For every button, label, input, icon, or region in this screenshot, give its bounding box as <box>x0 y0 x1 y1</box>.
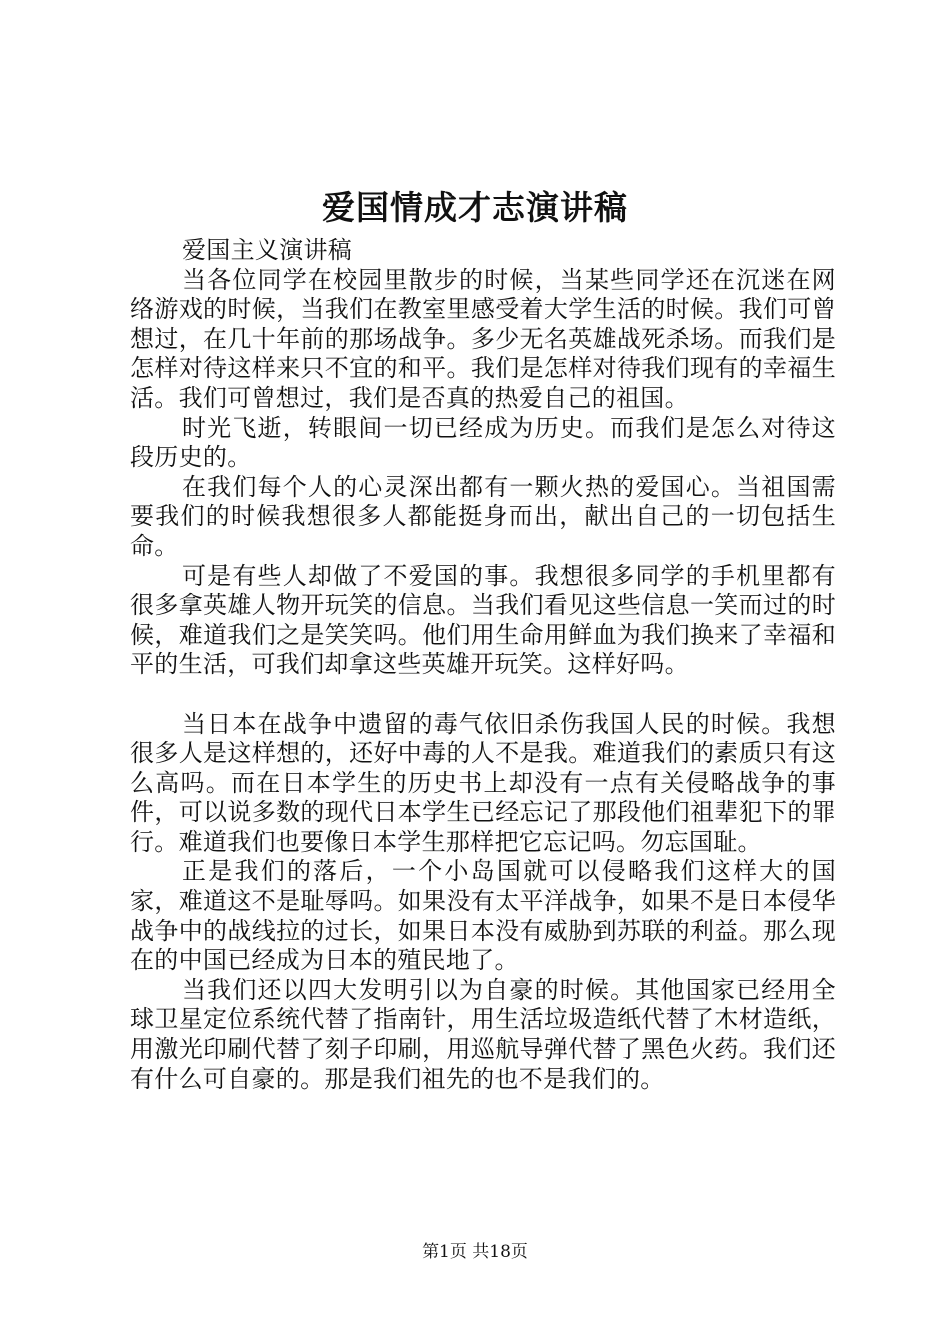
paragraph: 时光飞逝，转眼间一切已经成为历史。而我们是怎么对待这段历史的。 <box>130 413 836 472</box>
paragraph: 当日本在战争中遗留的毒气依旧杀伤我国人民的时候。我想很多人是这样想的，还好中毒的人不是我。难道我们的素质只有这么高吗。而在日本学生的历史书上却没有一点有关侵略战争的事件，可以说多数的现代日本学生已经忘记了那段他们祖辈犯下的罪行。难道我们也要像日本学生那样把它忘记吗。勿忘国耻。 <box>130 709 836 856</box>
paragraph: 当我们还以四大发明引以为自豪的时候。其他国家已经用全球卫星定位系统代替了指南针，用生活垃圾造纸代替了木材造纸，用激光印刷代替了刻子印刷，用巡航导弹代替了黑色火药。我们还有什么可自豪的。那是我们祖先的也不是我们的。 <box>130 975 836 1093</box>
paragraph: 可是有些人却做了不爱国的事。我想很多同学的手机里都有很多拿英雄人物开玩笑的信息。当我们看见这些信息一笑而过的时候，难道我们之是笑笑吗。他们用生命用鲜血为我们换来了幸福和平的生活，可我们却拿这些英雄开玩笑。这样好吗。 <box>130 561 836 679</box>
paragraph-subtitle: 爱国主义演讲稿 <box>182 236 353 264</box>
document-title: 爱国情成才志演讲稿 <box>322 188 628 227</box>
paragraph: 正是我们的落后，一个小岛国就可以侵略我们这样大的国家，难道这不是耻辱吗。如果没有太平洋战争，如果不是日本侵华战争中的战线拉的过长，如果日本没有威胁到苏联的利益。那么现在的中国已经成为日本的殖民地了。 <box>130 857 836 975</box>
paragraph: 在我们每个人的心灵深出都有一颗火热的爱国心。当祖国需要我们的时候我想很多人都能挺身而出，献出自己的一切包括生命。 <box>130 472 836 560</box>
page-footer: 第1页 共18页 <box>422 1242 528 1262</box>
paragraph: 当各位同学在校园里散步的时候，当某些同学还在沉迷在网络游戏的时候，当我们在教室里感受着大学生活的时候。我们可曾想过，在几十年前的那场战争。多少无名英雄战死杀场。而我们是怎样对待这样来只不宜的和平。我们是怎样对待我们现有的幸福生活。我们可曾想过，我们是否真的热爱自己的祖国。 <box>130 265 836 412</box>
document-body <box>130 236 836 1094</box>
